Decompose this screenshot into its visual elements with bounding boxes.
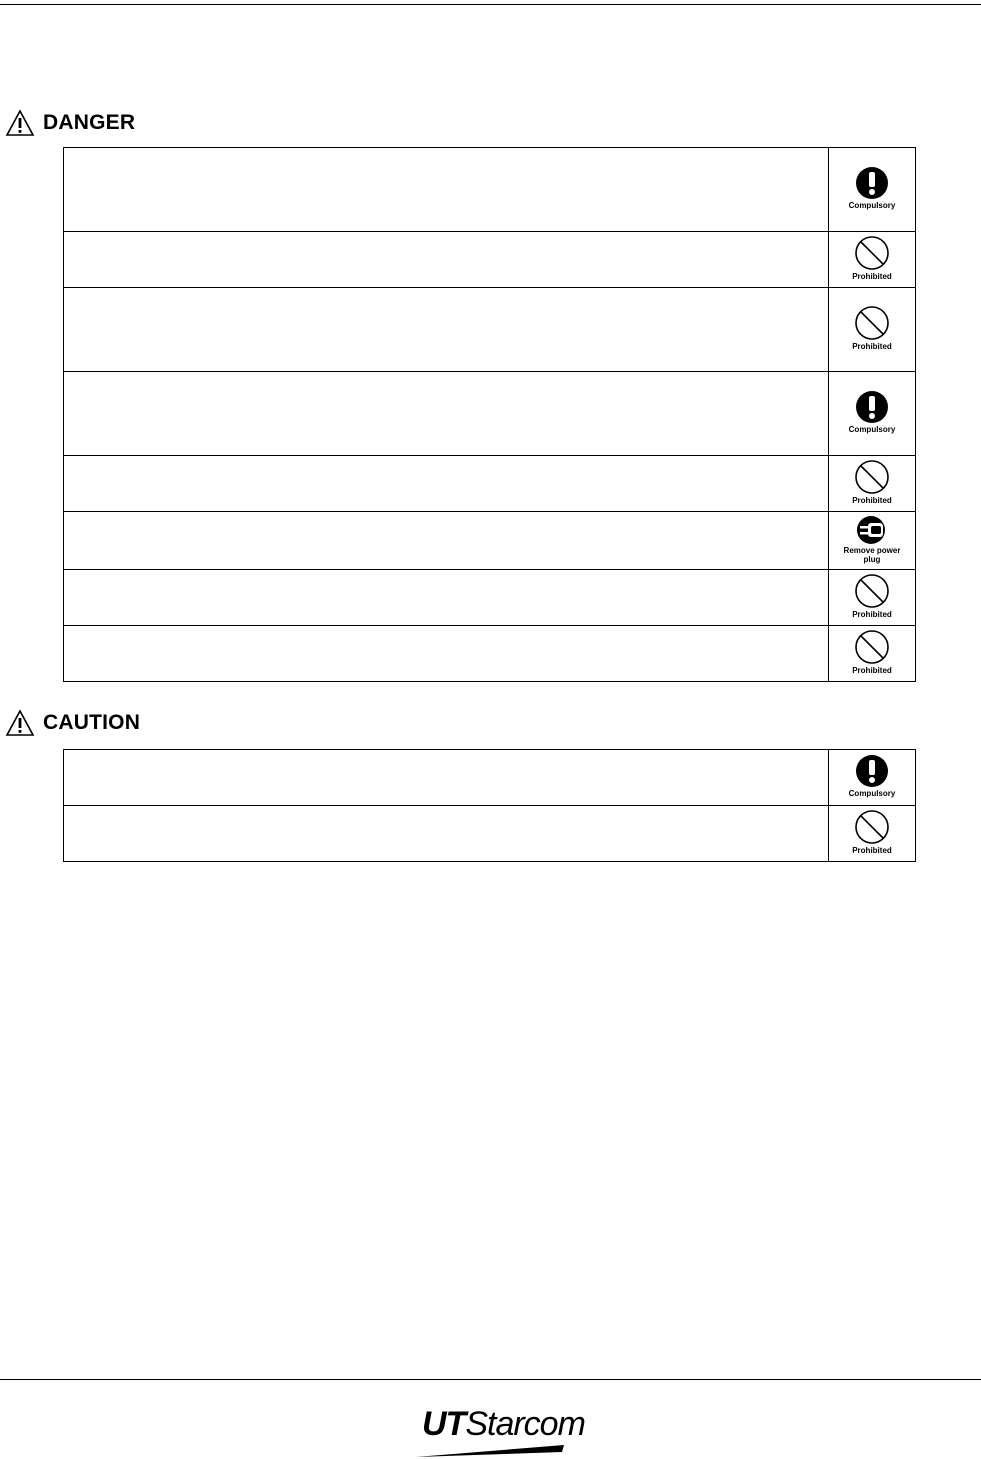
danger-label: DANGER [43,111,136,134]
warning-triangle-icon [5,709,35,737]
symbol-label: Prohibited [852,846,892,855]
danger-row [64,148,916,232]
danger-row-text [64,456,829,512]
danger-table [63,147,916,682]
symbol-label: Prohibited [852,272,892,281]
prohibited-icon [854,629,890,665]
symbol-label: Prohibited [852,666,892,675]
danger-row-symbol [829,626,916,682]
danger-heading [5,108,135,138]
caution-row-text [64,750,829,806]
danger-row-text [64,148,829,232]
prohibited-icon [854,573,890,609]
symbol-label: Prohibited [852,496,892,505]
caution-row-text [64,806,829,862]
logo-rest: Starcom [465,1405,585,1443]
danger-row-symbol [829,148,916,232]
danger-row [64,626,916,682]
remove-power-plug-icon [856,515,888,545]
caution-row [64,806,916,862]
danger-row [64,456,916,512]
danger-row-symbol [829,232,916,288]
symbol-label: Remove power plug [843,545,901,564]
prohibited-icon [854,459,890,495]
danger-row-text [64,372,829,456]
danger-row-text [64,512,829,570]
header-rule [0,4,981,5]
compulsory-icon [855,390,889,424]
caution-table [63,749,916,862]
danger-row-symbol [829,570,916,626]
symbol-label: Prohibited [852,342,892,351]
caution-row-symbol [829,806,916,862]
danger-row [64,570,916,626]
danger-row-text [64,626,829,682]
prohibited-icon [854,305,890,341]
prohibited-icon [854,809,890,845]
caution-row-symbol [829,750,916,806]
danger-row-symbol [829,372,916,456]
warning-triangle-icon [5,109,35,137]
symbol-label: Compulsory [848,201,896,210]
footer-rule [0,1379,981,1380]
symbol-label: Compulsory [848,425,896,434]
danger-row [64,372,916,456]
compulsory-icon [855,754,889,788]
danger-row-text [64,232,829,288]
utstarcom-logo [414,1405,585,1459]
danger-row [64,512,916,570]
caution-heading [5,708,140,738]
caution-row [64,750,916,806]
prohibited-icon [854,235,890,271]
danger-row-symbol [829,288,916,372]
symbol-label: Compulsory [848,789,896,798]
danger-row-text [64,288,829,372]
caution-label: CAUTION [43,711,141,734]
danger-row-text [64,570,829,626]
logo-swoosh-icon [414,1443,574,1459]
compulsory-icon [855,166,889,200]
danger-row-symbol [829,456,916,512]
logo-wordmark [422,1405,585,1444]
danger-row [64,288,916,372]
symbol-label: Prohibited [852,610,892,619]
logo-bold: UT [422,1405,466,1443]
danger-row [64,232,916,288]
danger-row-symbol [829,512,916,570]
